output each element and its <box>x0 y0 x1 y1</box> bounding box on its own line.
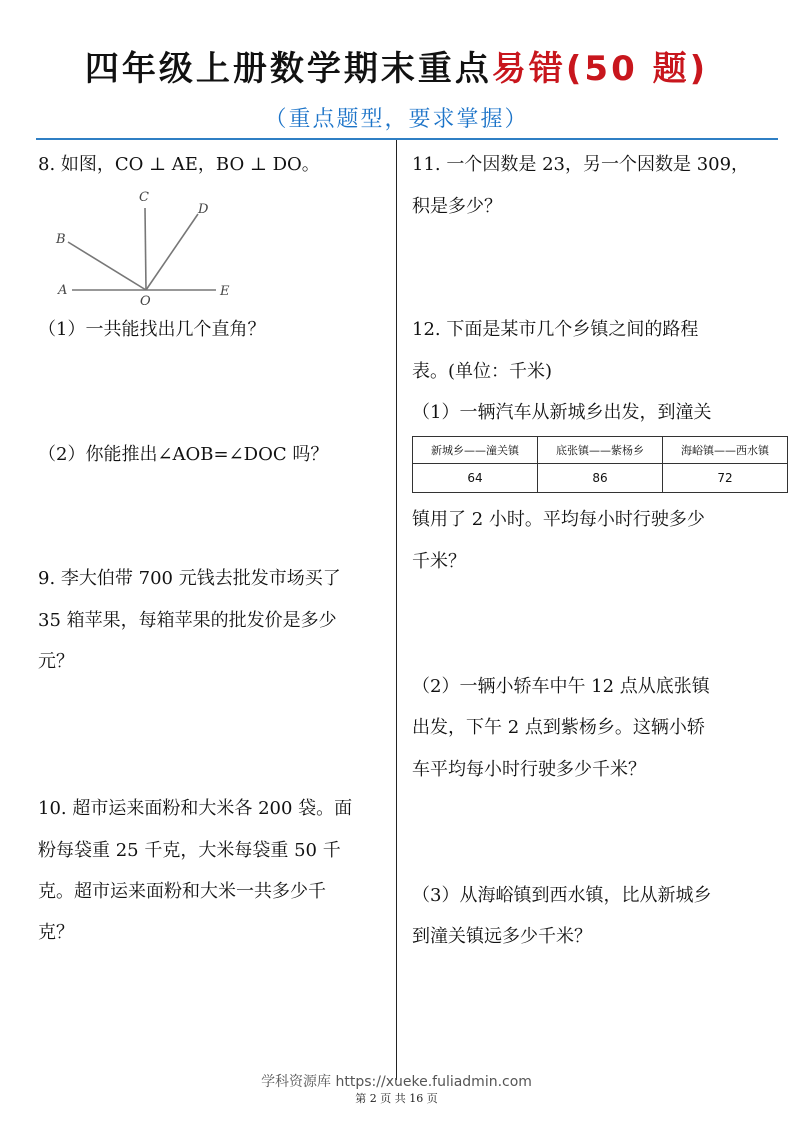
table-header-row <box>413 437 788 464</box>
q12-sub1-line1: （1）一辆汽车从新城乡出发，到潼关 <box>412 402 712 423</box>
page-subtitle: （重点题型，要求掌握） <box>264 107 529 132</box>
q10-line2: 粉每袋重 25 千克，大米每袋重 50 千 <box>38 840 341 861</box>
q12-sub3-line1: （3）从海峪镇到西水镇，比从新城乡 <box>412 885 712 906</box>
label-d: D <box>198 202 209 217</box>
table-value-row <box>413 464 788 493</box>
header-rule <box>36 138 778 140</box>
label-b: B <box>56 232 66 247</box>
q12-intro-line2: 表。(单位：千米) <box>412 361 553 382</box>
title-accent: 易错(50 题) <box>491 49 709 89</box>
table-cell: 新城乡——潼关镇 <box>413 437 538 464</box>
q10-line4: 克？ <box>38 922 74 943</box>
q9-line3: 元？ <box>38 651 74 672</box>
q10-line3: 克。超市运来面粉和大米一共多少千 <box>38 881 326 902</box>
q12-sub3-line2: 到潼关镇远多少千米？ <box>412 926 592 947</box>
q12-intro-line1: 12. 下面是某市几个乡镇之间的路程 <box>412 319 699 340</box>
q12-sub2-line3: 车平均每小时行驶多少千米？ <box>412 759 646 780</box>
q12-sub1-line3: 千米？ <box>412 551 466 572</box>
table-cell: 72 <box>663 464 788 493</box>
distance-table <box>412 436 788 493</box>
ray-ob <box>68 242 146 290</box>
title-main: 四年级上册数学期末重点 <box>84 49 492 89</box>
q12-sub2-line1: （2）一辆小轿车中午 12 点从底张镇 <box>412 676 710 697</box>
column-divider <box>396 140 397 1080</box>
label-a: A <box>58 283 68 298</box>
q11-line1: 11. 一个因数是 23，另一个因数是 309， <box>412 154 750 175</box>
footer-site: 学科资源库 https://xueke.fuliadmin.com <box>261 1074 532 1090</box>
q12-sub2-line2: 出发，下午 2 点到紫杨乡。这辆小轿 <box>412 717 705 738</box>
label-o: O <box>140 294 151 308</box>
q8-stem: 8. 如图，CO ⊥ AE，BO ⊥ DO。 <box>38 154 320 175</box>
table-cell: 海峪镇——西水镇 <box>663 437 788 464</box>
q9-line2: 35 箱苹果，每箱苹果的批发价是多少 <box>38 610 337 631</box>
ray-oc <box>145 208 146 290</box>
q11-line2: 积是多少？ <box>412 196 502 217</box>
footer-page-number: 第 2 页 共 16 页 <box>355 1092 438 1105</box>
q8-sub1: （1）一共能找出几个直角？ <box>38 319 266 340</box>
q10-line1: 10. 超市运来面粉和大米各 200 袋。面 <box>38 798 353 819</box>
q9-line1: 9. 李大伯带 700 元钱去批发市场买了 <box>38 568 341 589</box>
label-e: E <box>220 284 230 299</box>
table-cell: 底张镇——紫杨乡 <box>538 437 663 464</box>
ray-od <box>146 214 198 290</box>
table-cell: 64 <box>413 464 538 493</box>
page-title <box>0 44 793 94</box>
q12-sub1-line2: 镇用了 2 小时。平均每小时行驶多少 <box>412 509 705 530</box>
table-cell: 86 <box>538 464 663 493</box>
label-c: C <box>139 190 149 205</box>
angle-figure <box>38 188 258 308</box>
q8-sub2: （2）你能推出∠AOB=∠DOC 吗？ <box>38 444 329 465</box>
